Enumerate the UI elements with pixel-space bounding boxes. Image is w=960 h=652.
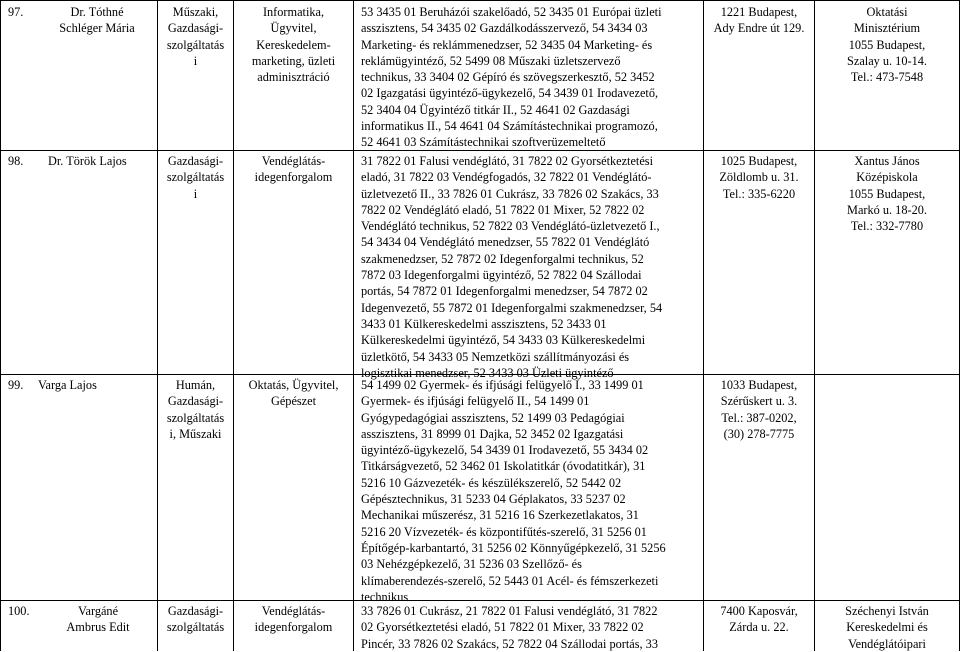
address-cell: 1033 Budapest, Szérűskert u. 3. Tel.: 387-0202, (30) 278-7775 [720, 378, 798, 441]
qualifications-cell: 33 7826 01 Cukrász, 21 7822 01 Falusi vendéglátó, 31 7822 02 Gyorsétkeztetési eladó, 51 7822 01 Mixer, 33 7822 02 Pincér, 33 7826 02 Szakács, 52 7822 04 Szállodai portás, 33 [361, 604, 658, 651]
person-name: Varga Lajos [38, 378, 97, 392]
sector-cell: Oktatás, Ügyvitel, Gépészet [248, 378, 339, 409]
field-cell: Műszaki, Gazdasági- szolgáltatás i [166, 5, 225, 68]
qualifications-cell: 53 3435 01 Beruházói szakelőadó, 52 3435 01 Európai üzleti asszisztens, 54 3435 02 Gazdálkodásszervező, 54 3434 03 Marketing- és reklámmenedzser, 52 3435 04 Marketing- és reklámügyintéző, 52 5499 08 Műszaki üzletszervező technikus, 33 3404 02 Gépíró és szövegszerkesztő, 52 3452 02 Igazgatási ügyintéző-ügykezelő, 54 3439 01 Irodavezető, 52 3404 04 Ügyintéző titkár II., 52 4641 02 Gazdasági informatikus II., 54 4641 04 Számítástechnikai programozó, 52 4641 03 Számítástechnikai szoftverüzemeltető [361, 5, 662, 150]
sector-cell: Vendéglátás- idegenforgalom [254, 604, 333, 635]
grid-line [703, 0, 704, 651]
person-name: Dr. Török Lajos [48, 154, 127, 168]
field-cell: Humán, Gazdasági- szolgáltatás i, Műszaki [166, 378, 225, 441]
grid-line [233, 0, 234, 651]
address-cell: 7400 Kaposvár, Zárda u. 22. [720, 604, 798, 635]
sector-cell: Vendéglátás- idegenforgalom [254, 154, 333, 185]
qualifications-cell: 54 1499 02 Gyermek- és ifjúsági felügyelő I., 33 1499 01 Gyermek- és ifjúsági felügyelő II., 54 1499 01 Gyógypedagógiai asszisztens, 52 1499 03 Pedagógiai asszisztens, 31 8999 01 Dajka, 52 3452 02 Igazgatási ügyintéző-ügykezelő, 54 3439 01 Irodavezető, 55 3434 02 Titkárságvezető, 52 3462 01 Iskolatitkár (óvodatitkár), 31 5216 10 Gázvezeték- és készülékszerelő, 52 5442 02 Gépésztechnikus, 31 5233 04 Géplakatos, 33 5237 02 Mechanikai műszerész, 31 5216 16 Szerkezetlakatos, 31 5216 20 Vízvezeték- és központifűtés-szerelő, 31 5256 01 Építőgép-karbantartó, 31 5256 02 Könnyűgépkezelő, 31 5256 03 Nehézgépkezelő, 31 5236 03 Szellőző- és klímaberendezés-szerelő, 52 5443 01 Acél- és fémszerkezeti technikus [361, 378, 666, 604]
contact-cell: Széchenyi István Kereskedelmi és Vendéglátóipari [845, 604, 929, 651]
person-name: Vargáné Ambrus Edit [66, 604, 130, 635]
address-cell: 1025 Budapest, Zöldlomb u. 31. Tel.: 335-6220 [719, 154, 799, 201]
row-number: 97. [8, 5, 24, 19]
row-number: 99. [8, 378, 24, 392]
field-cell: Gazdasági- szolgáltatás i [166, 154, 225, 201]
grid-line [0, 0, 960, 1]
contact-cell: Xantus János Középiskola 1055 Budapest, Markó u. 18-20. Tel.: 332-7780 [847, 154, 927, 234]
address-cell: 1221 Budapest, Ady Endre út 129. [713, 5, 805, 36]
grid-line [157, 0, 158, 651]
row-number: 98. [8, 154, 24, 168]
row-number: 100. [8, 604, 30, 618]
contact-cell: Oktatási Minisztérium 1055 Budapest, Szalay u. 10-14. Tel.: 473-7548 [847, 5, 927, 85]
grid-line [353, 0, 354, 651]
grid-line [0, 0, 1, 651]
person-name: Dr. Tóthné Schléger Mária [59, 5, 135, 36]
grid-line [814, 0, 815, 651]
sector-cell: Informatika, Ügyvitel, Kereskedelem- marketing, üzleti adminisztráció [251, 5, 336, 85]
field-cell: Gazdasági- szolgáltatás [166, 604, 225, 635]
qualifications-cell: 31 7822 01 Falusi vendéglátó, 31 7822 02 Gyorsétkeztetési eladó, 31 7822 03 Vendégfogadós, 32 7822 01 Vendéglátó- üzletvezető II., 33 7826 01 Cukrász, 33 7826 02 Szakács, 33 7822 02 Vendéglátó eladó, 51 7822 01 Mixer, 52 7822 02 Vendéglátó technikus, 52 7822 03 Vendéglátó-üzletvezető I., 54 3434 04 Vendéglátó menedzser, 55 7822 01 Vendéglátó szakmenedzser, 52 7872 02 Idegenforgalmi technikus, 52 7872 03 Idegenforgalmi ügyintéző, 52 7822 04 Szállodai portás, 54 7872 01 Idegenforgalmi menedzser, 54 7872 02 Idegenvezető, 55 7872 01 Idegenforgalmi szakmenedzser, 54 3433 01 Külkereskedelmi asszisztens, 52 3433 01 Külkereskedelmi ügyintéző, 54 3433 03 Külkereskedelmi üzletkötő, 54 3433 05 Nemzetközi szállítmányozási és logisztikai menedzser, 52 3433 03 Üzleti ügyintéző [361, 154, 663, 380]
